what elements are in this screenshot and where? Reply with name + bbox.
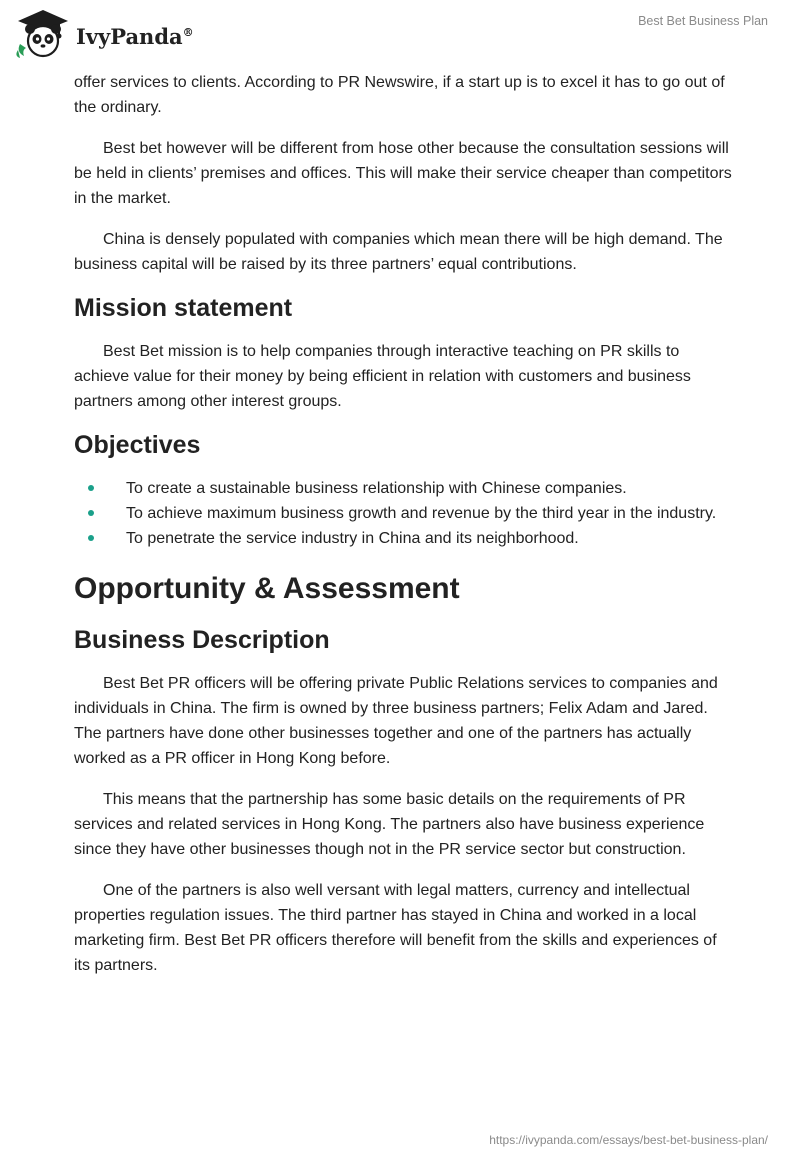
list-item: To create a sustainable business relationship with Chinese companies. (74, 476, 734, 501)
bullet-icon (88, 510, 94, 516)
paragraph-china-demand: China is densely populated with companies which mean there will be high demand. The business capital will be raised by its three partners’ equal contributions. (74, 231, 723, 273)
paragraph-business-description-3: One of the partners is also well versant with legal matters, currency and intellectual properties regulation issues. The third partner has stayed in China and worked in a local marketing firm. Best Bet PR officers therefore will benefit from the skills and experiences of its partners. (74, 882, 717, 974)
bullet-icon (88, 535, 94, 541)
bullet-icon (88, 485, 94, 491)
heading-business-description: Business Description (74, 626, 330, 654)
paragraph-best-bet-different: Best bet however will be different from hose other because the consultation sessions will be held in clients’ premises and offices. This will make their service cheaper than competitors in the market. (74, 140, 732, 207)
heading-opportunity-assessment: Opportunity & Assessment (74, 572, 460, 605)
paragraph-intro-continued: offer services to clients. According to PR Newswire, if a start up is to excel it has to go out of the ordinary. (74, 74, 725, 116)
panda-graduate-icon (14, 8, 72, 60)
heading-objectives: Objectives (74, 431, 201, 459)
source-url[interactable]: https://ivypanda.com/essays/best-bet-business-plan/ (489, 1133, 768, 1147)
paragraph-mission: Best Bet mission is to help companies through interactive teaching on PR skills to achieve value for their money by being efficient in relation with customers and business partners among other interest groups. (74, 343, 691, 410)
ivypanda-logo[interactable] (14, 8, 194, 60)
paragraph-business-description-1: Best Bet PR officers will be offering private Public Relations services to companies and individuals in China. The firm is owned by three business partners; Felix Adam and Jared. The partners have done other businesses together and one of the partners has actually worked as a PR officer in Hong Kong before. (74, 675, 718, 767)
objectives-list (74, 476, 734, 551)
brand-name: IvyPanda® (76, 23, 194, 49)
heading-mission-statement: Mission statement (74, 294, 293, 322)
article-body (74, 70, 734, 994)
paragraph-business-description-2: This means that the partnership has some basic details on the requirements of PR services and related services in Hong Kong. The partners also have business experience since they have other businesses though not in the PR service sector but construction. (74, 791, 705, 858)
list-item: To achieve maximum business growth and revenue by the third year in the industry. (74, 501, 734, 526)
list-item: To penetrate the service industry in China and its neighborhood. (74, 526, 734, 551)
page-header (0, 0, 800, 70)
document-title: Best Bet Business Plan (638, 14, 768, 28)
